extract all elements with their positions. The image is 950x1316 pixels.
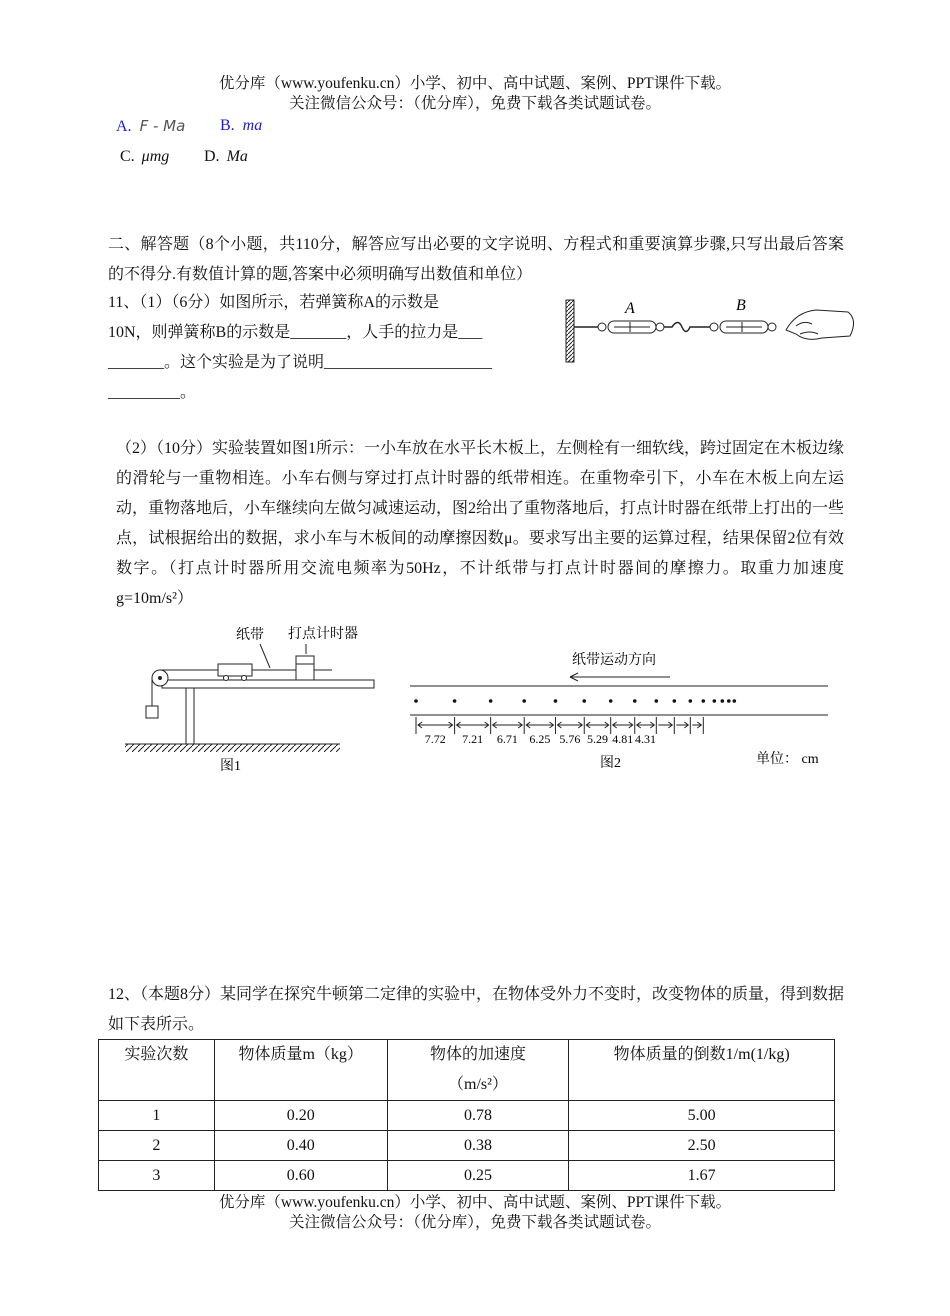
fig1-timer (296, 656, 314, 680)
table-row (99, 1131, 835, 1161)
hand-icon (786, 310, 854, 339)
header-acceleration-line2: （m/s²） (448, 1076, 508, 1093)
table-header-row (99, 1040, 835, 1101)
fig1-label-tape: 纸带 (236, 628, 264, 643)
fig1-tape-pointer (260, 644, 270, 668)
fig1-ground-hatch (125, 744, 340, 752)
segment-label: 5.29 (586, 732, 608, 746)
segment-label: 7.21 (462, 732, 484, 746)
header-line-1: 优分库（www.youfenku.cn）小学、初中、高中试题、案例、PPT课件下载。 (218, 75, 732, 92)
fig1-table-leg (186, 688, 194, 744)
tape-dot (713, 699, 717, 703)
cell-acceleration: 0.78 (387, 1101, 569, 1131)
q11-part2: （2）（10分）实验装置如图1所示：一小车放在水平长木板上，左侧栓有一细软线，跨过固定在木板边缘的滑轮与一重物相连。小车右侧与穿过打点计时器的纸带相连。在重物牵引下，小车在木板上向左运动，重物落地后，小车继续向左做匀减速运动，图2给出了重物落地后，打点计时器在纸带上打出的一些点，试根据给出的数据，求小车与木板间的动摩擦因数μ。要求写出主要的运算过程，结果保留2位有效数字。（打点计时器所用交流电频率为50Hz，不计纸带与打点计时器间的摩擦力。取重力加速度g=10m/s²） (116, 440, 845, 607)
figure-1 (120, 620, 380, 780)
tape-dot (582, 699, 586, 703)
header-line-2: 关注微信公众号：（优分库），免费下载各类试题试卷。 (288, 95, 661, 112)
fig1-label-timer: 打点计时器 (288, 627, 358, 642)
segment-label: 6.71 (496, 732, 518, 746)
tape-dot (702, 699, 706, 703)
cell-trial: 3 (99, 1161, 215, 1191)
footer-line-1: 优分库（www.youfenku.cn）小学、初中、高中试题、案例、PPT课件下载。 (218, 1194, 732, 1211)
tape-dot (673, 699, 677, 703)
option-b-label: B. (220, 117, 235, 134)
option-a-label: A. (116, 118, 132, 135)
tape-dot (489, 699, 493, 703)
tape-dot (727, 699, 731, 703)
cell-inverse-mass: 5.00 (569, 1101, 835, 1131)
cell-mass: 0.20 (214, 1101, 387, 1131)
option-d-label: D. (204, 148, 220, 165)
tape-dot (609, 699, 613, 703)
table-row (99, 1101, 835, 1131)
fig1-cart-wheel-2 (242, 676, 247, 681)
option-b (220, 117, 262, 135)
segment-label: 7.72 (424, 732, 446, 746)
spring-scale-figure (560, 290, 860, 365)
footer-line-2: 关注微信公众号：（优分库），免费下载各类试题试卷。 (288, 1214, 661, 1231)
header-acceleration (387, 1040, 569, 1101)
option-a-text: F - Ma (139, 117, 186, 135)
fig1-caption: 图1 (220, 759, 241, 774)
segment-label: 6.25 (529, 732, 551, 746)
cell-mass: 0.40 (214, 1131, 387, 1161)
q12-intro: 12、（本题8分）某同学在探究牛顿第二定律的实验中，在物体受外力不变时，改变物体的质量，得到数据如下表所示。 (108, 986, 845, 1033)
dimension-line (676, 722, 688, 728)
fig1-pulley-axle (158, 676, 162, 680)
q12-data-table (98, 1039, 835, 1191)
dimension-line (692, 722, 701, 728)
cell-trial: 1 (99, 1101, 215, 1131)
section2-intro: 二、解答题（8个小题，共110分，解答应写出必要的文字说明、方程式和重要演算步骤,只写出最后答案的不得分.有数值计算的题,答案中必须明确写出数值和单位） (108, 236, 844, 283)
cell-inverse-mass: 1.67 (569, 1161, 835, 1191)
option-c (120, 148, 169, 166)
option-d-text: Ma (226, 148, 248, 165)
hook-b-left (710, 323, 718, 331)
spring-b-label: B (736, 297, 746, 314)
fig1-cart-wheel-1 (224, 676, 229, 681)
hooks-link (664, 323, 710, 332)
table-row (99, 1161, 835, 1191)
tape-dot (689, 699, 693, 703)
option-b-text: ma (242, 117, 263, 134)
cell-acceleration: 0.38 (387, 1131, 569, 1161)
tape-dot (414, 699, 418, 703)
spring-a-label: A (625, 300, 635, 317)
hook-a-right (656, 323, 664, 331)
hook-a-left (598, 323, 606, 331)
q11-part1-line1: 11、（1）（6分）如图所示，若弹簧称A的示数是 (108, 294, 439, 311)
figure-2 (400, 640, 840, 775)
tape-dot (721, 699, 725, 703)
q11-part1-line4: _________。 (108, 384, 197, 401)
fig2-dots (414, 699, 736, 703)
header-acceleration-line1: 物体的加速度 (429, 1046, 526, 1063)
option-c-text: μmg (141, 148, 170, 165)
fig2-direction-label: 纸带运动方向 (572, 653, 656, 668)
option-d (204, 148, 248, 166)
q11-part1-line2: 10N，则弹簧称B的示数是_______，人手的拉力是___ (108, 324, 483, 341)
fig2-dimensions (416, 717, 703, 746)
segment-label: 4.81 (612, 732, 634, 746)
fig1-board (162, 680, 374, 688)
wall (566, 300, 574, 362)
tape-dot (655, 699, 659, 703)
q11-part1 (108, 288, 548, 408)
segment-label: 4.31 (635, 732, 657, 746)
tape-dot (733, 699, 737, 703)
header-trial: 实验次数 (99, 1040, 215, 1101)
cell-mass: 0.60 (214, 1161, 387, 1191)
header-inverse-mass: 物体质量的倒数1/m(1/kg) (569, 1040, 835, 1101)
option-a (116, 117, 185, 136)
tape-dot (554, 699, 558, 703)
cell-trial: 2 (99, 1131, 215, 1161)
hook-b-right (768, 323, 776, 331)
header-mass: 物体质量m（kg） (214, 1040, 387, 1101)
tape-dot (633, 699, 637, 703)
q11-part1-line3: _______。这个实验是为了说明_____________________ (108, 354, 493, 371)
tape-dot (522, 699, 526, 703)
fig1-cart (218, 664, 252, 676)
option-c-label: C. (120, 148, 135, 165)
fig2-unit: 单位： cm (756, 752, 819, 767)
cell-inverse-mass: 2.50 (569, 1131, 835, 1161)
fig2-caption: 图2 (600, 756, 621, 771)
segment-label: 5.76 (559, 732, 581, 746)
tape-dot (453, 699, 457, 703)
cell-acceleration: 0.25 (387, 1161, 569, 1191)
fig1-weight (146, 706, 158, 718)
dimension-line (658, 722, 672, 728)
